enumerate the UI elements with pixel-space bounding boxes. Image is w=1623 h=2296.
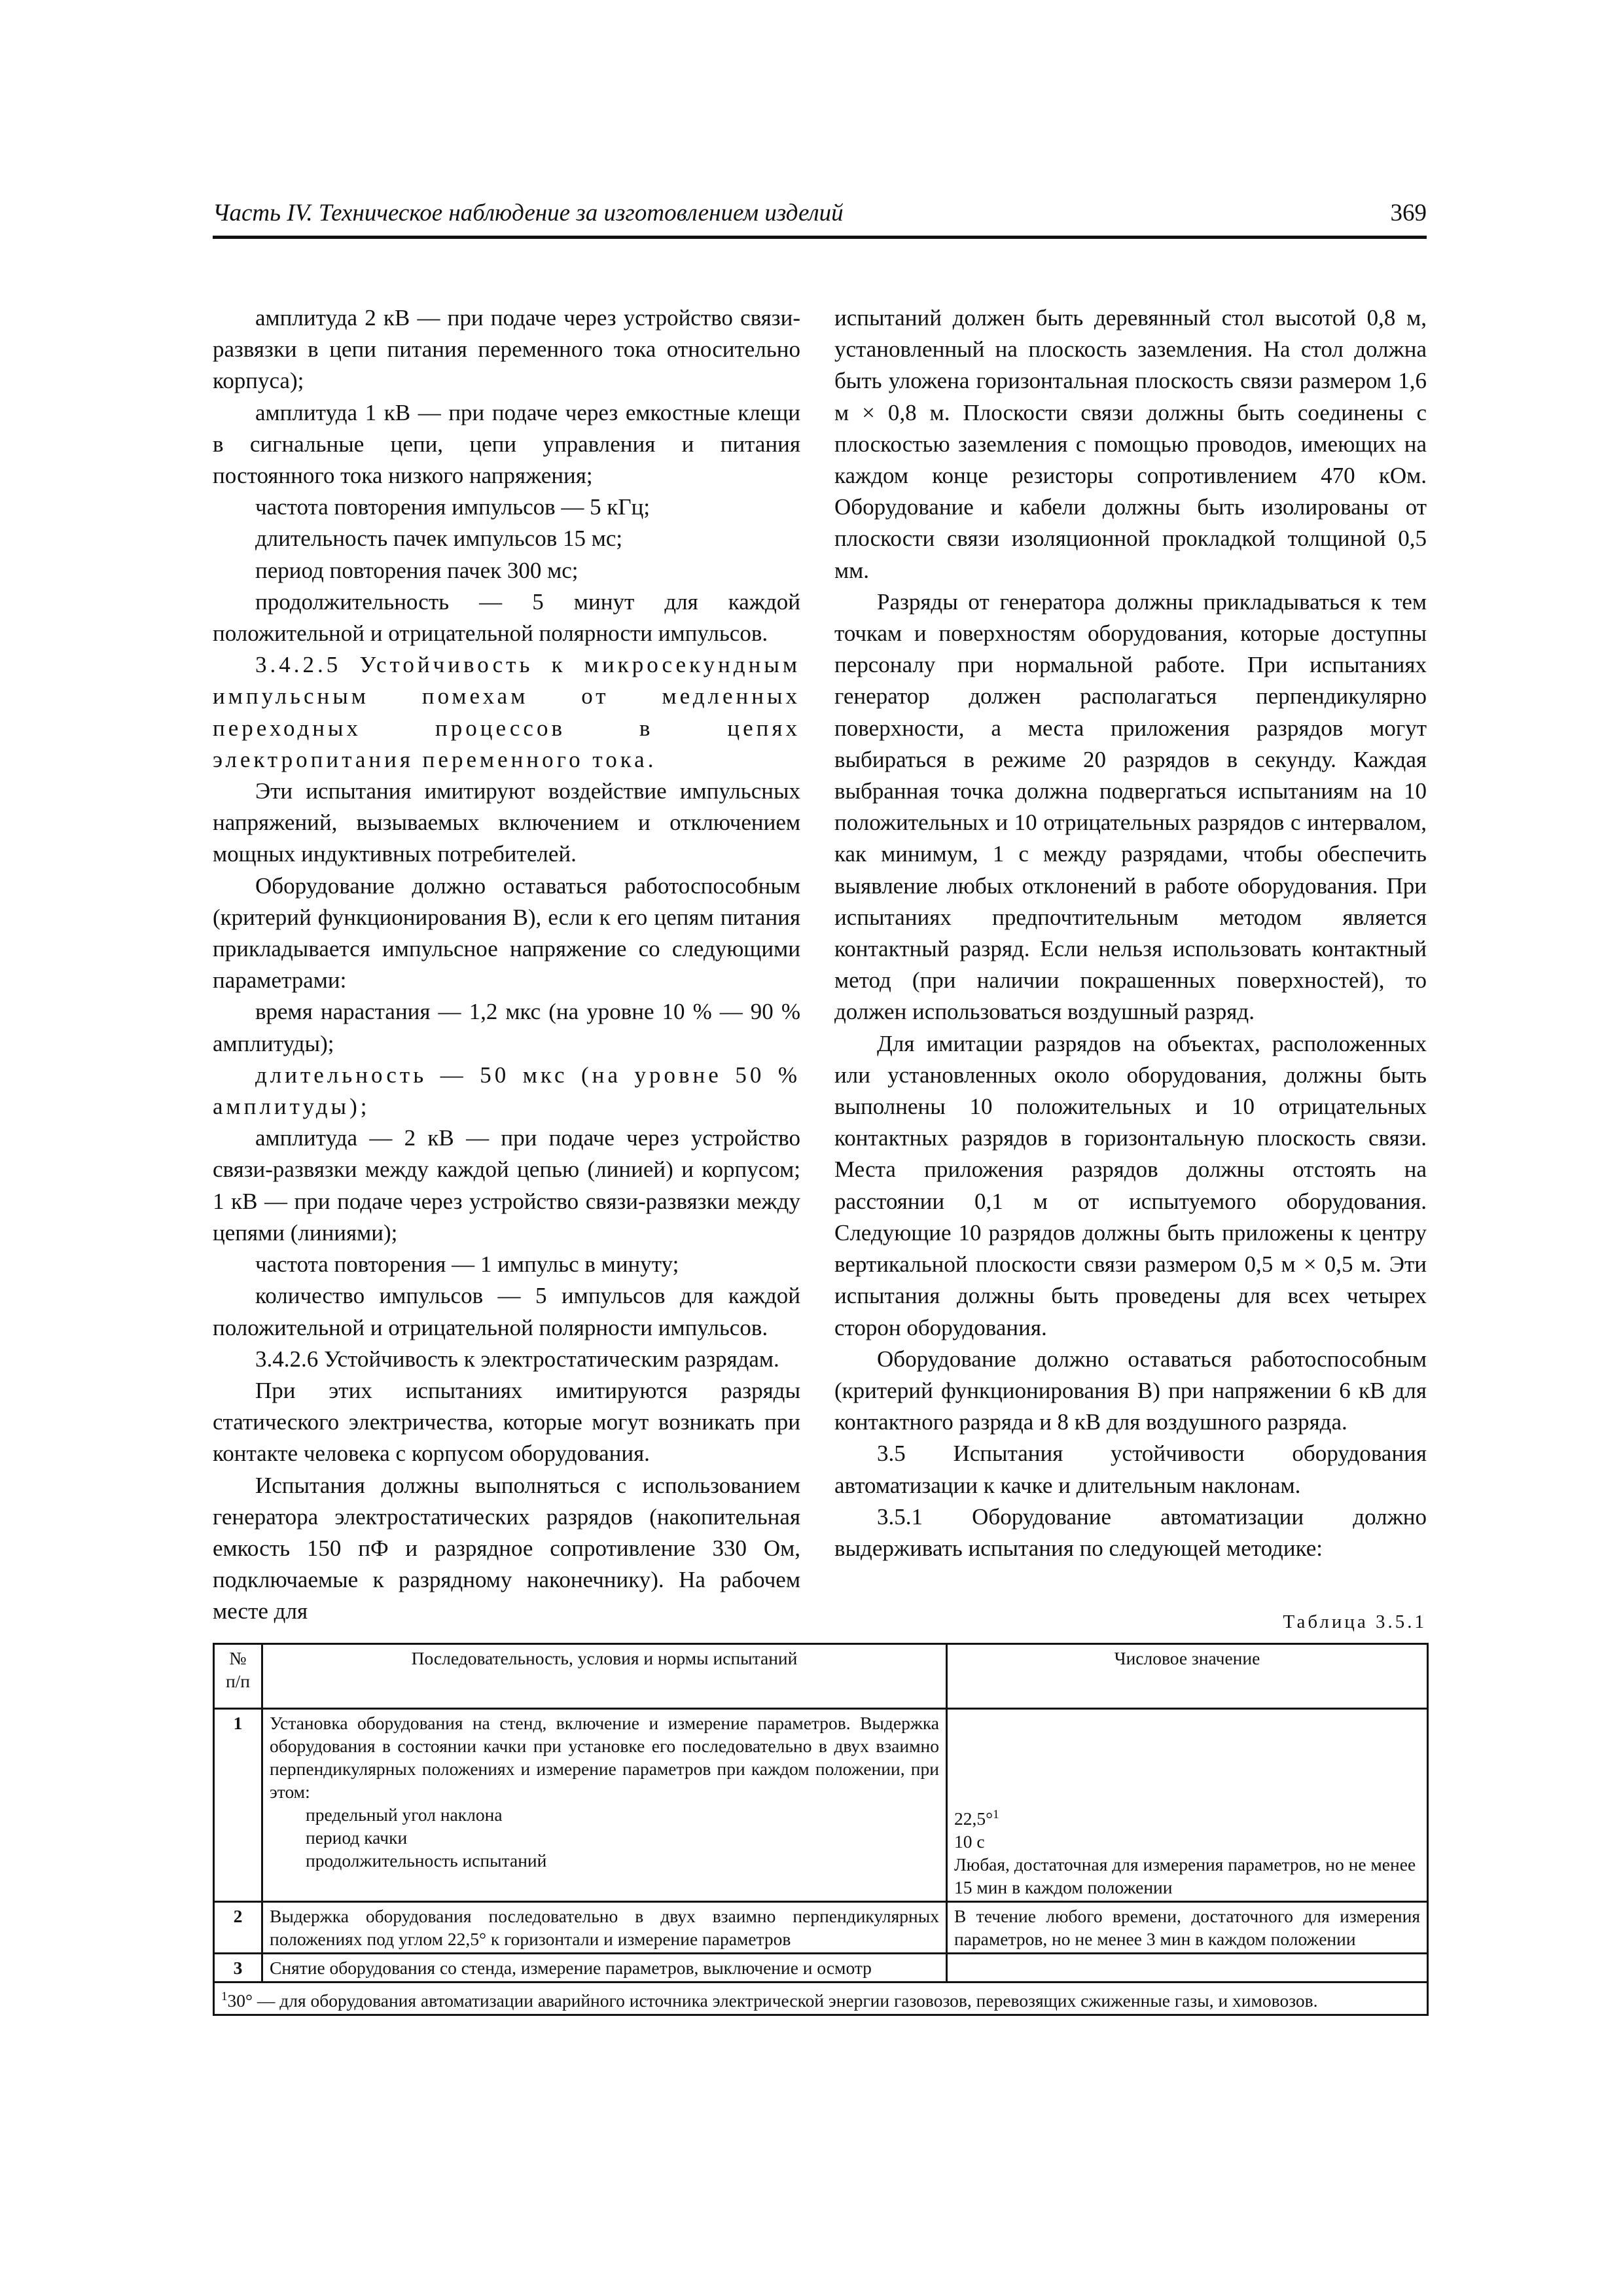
- right-column: [834, 302, 1427, 1564]
- paragraph: Оборудование должно оставаться работоспособным (критерий функционирования В) при напряжении 6 кВ для контактного разряда и 8 кВ для воздушного разряда.: [834, 1346, 1427, 1435]
- paragraph: Эти испытания имитируют воздействие импульсных напряжений, вызываемых включением и отключением мощных индуктивных потребителей.: [213, 778, 800, 867]
- paragraph: Для имитации разрядов на объектах, расположенных или установленных около оборудования, должны быть выполнены 10 положительных и 10 отрицательных контактных разрядов в горизонтальную плоскость связи. Места приложения разрядов должны отстоять на расстоянии 0,1 м от испытуемого оборудования. Следующие 10 разрядов должны быть приложены к центру вертикальной плоскости связи размером 0,5 м × 0,5 м. Эти испытания должны быть проведены для всех четырех сторон оборудования.: [834, 1030, 1427, 1340]
- sub-item: предельный угол наклона: [306, 1804, 503, 1825]
- section-heading-3-4-2-6: 3.4.2.6 Устойчивость к электростатическим разрядам.: [255, 1346, 779, 1372]
- value-angle: 22,5°$^1$: [954, 1808, 999, 1829]
- row-number: 2: [214, 1902, 262, 1954]
- footnote-text: 30° — для оборудования автоматизации аварийного источника электрической энергии газовозов, перевозящих сжиженные газы, и химовозов.: [227, 1990, 1318, 2011]
- column-header-description: Последовательность, условия и нормы испытаний: [262, 1644, 947, 1709]
- paragraph: продолжительность — 5 минут для каждой положительной и отрицательной полярности импульсов.: [213, 588, 800, 647]
- paragraph: время нарастания — 1,2 мкс (на уровне 10 % — 90 % амплитуды);: [213, 999, 800, 1056]
- row-description: Выдержка оборудования последовательно в двух взаимно перпендикулярных положениях под углом 22,5° к горизонтали и измерение параметров: [262, 1902, 947, 1954]
- header-title: Часть IV. Техническое наблюдение за изготовлением изделий: [213, 200, 844, 226]
- paragraph: амплитуда 2 кВ — при подаче через устройство связи-развязки в цепи питания переменного тока относительно корпуса);: [213, 305, 800, 394]
- paragraph: амплитуда 1 кВ — при подаче через емкостные клещи в сигнальные цепи, цепи управления и питания постоянного тока низкого напряжения;: [213, 399, 800, 489]
- paragraph: При этих испытаниях имитируются разряды статического электричества, которые могут возникать при контакте человека с корпусом оборудования.: [213, 1377, 800, 1467]
- paragraph: длительность пачек импульсов 15 мс;: [255, 526, 623, 552]
- footnote-marker: 1: [221, 1990, 228, 2004]
- table-row: [214, 1902, 1428, 1954]
- value-period: 10 с: [954, 1831, 985, 1852]
- paragraph: испытаний должен быть деревянный стол высотой 0,8 м, установленный на плоскость заземления. На стол должна быть уложена горизонтальная плоскость связи размером 1,6 м × 0,8 м. Плоскости связи должны быть соединены с плоскостью заземления с помощью проводов, имеющих на каждом конце резисторы сопротивлением 470 кОм. Оборудование и кабели должны быть изолированы от плоскости связи изоляционной прокладкой толщиной 0,5 мм.: [834, 305, 1427, 583]
- page-number: 369: [1390, 200, 1427, 226]
- paragraph: длительность — 50 мкс (на уровне 50 % амплитуды);: [213, 1062, 800, 1120]
- paragraph: Разряды от генератора должны прикладываться к тем точкам и поверхностям оборудования, которые доступны персоналу при нормальной работе. При испытаниях генератор должен располагаться перпендикулярно поверхности, а места приложения разрядов могут выбираться в режиме 20 разрядов в секунду. Каждая выбранная точка должна подвергаться испытаниям на 10 положительных и 10 отрицательных разрядов с интервалом, как минимум, 1 с между разрядами, чтобы обеспечить выявление любых отклонений в работе оборудования. При испытаниях предпочтительным методом является контактный разряд. Если нельзя использовать контактный метод (при наличии покрашенных поверхностей), то должен использоваться воздушный разряд.: [834, 588, 1427, 1025]
- row-values: [947, 1709, 1428, 1902]
- paragraph: частота повторения — 1 импульс в минуту;: [255, 1251, 679, 1278]
- paragraph: Испытания должны выполняться с использованием генератора электростатических разрядов (накопительная емкость 150 пФ и разрядное сопротивление 330 Ом, подключаемые к разрядному наконечнику). На рабочем месте для: [213, 1472, 800, 1624]
- row-number: 1: [214, 1709, 262, 1902]
- table-row: [214, 1954, 1428, 1982]
- paragraph: частота повторения импульсов — 5 кГц;: [255, 494, 651, 520]
- column-header-number: № п/п: [214, 1644, 262, 1709]
- table-footnote: [214, 1982, 1428, 2015]
- section-heading-3-4-2-5: 3.4.2.5 Устойчивость к микросекундным импульсным помехам от медленных переходных процессов в цепях электропитания переменного тока.: [213, 652, 800, 772]
- table-caption: Таблица 3.5.1: [1283, 1611, 1427, 1632]
- running-header: [213, 196, 1427, 239]
- row-description: [262, 1709, 947, 1902]
- value-duration: Любая, достаточная для измерения параметров, но не менее 15 мин в каждом положении: [954, 1854, 1416, 1898]
- section-heading-3-5: 3.5 Испытания устойчивости оборудования автоматизации к качке и длительным наклонам.: [834, 1441, 1427, 1498]
- paragraph: количество импульсов — 5 импульсов для каждой положительной и отрицательной полярности импульсов.: [213, 1283, 800, 1340]
- footnote-marker: 1: [993, 1808, 999, 1821]
- row-number: 3: [214, 1954, 262, 1982]
- table-footnote-row: [214, 1982, 1428, 2015]
- row-value: В течение любого времени, достаточного для измерения параметров, но не менее 3 мин в каждом положении: [947, 1902, 1428, 1954]
- column-header-value: Числовое значение: [947, 1644, 1428, 1709]
- paragraph: Оборудование должно оставаться работоспособным (критерий функционирования В), если к его цепям питания прикладывается импульсное напряжение со следующими параметрами:: [213, 872, 800, 994]
- paragraph: амплитуда — 2 кВ — при подаче через устройство связи-развязки между каждой цепью (линией) и корпусом; 1 кВ — при подаче через устройство связи-развязки между цепями (линиями);: [213, 1125, 800, 1246]
- spacer: [954, 1712, 1420, 1803]
- test-table: [213, 1643, 1429, 2016]
- table-row: [214, 1709, 1428, 1902]
- row-description: Снятие оборудования со стенда, измерение параметров, выключение и осмотр: [262, 1954, 947, 1982]
- row-description-text: Установка оборудования на стенд, включение и измерение параметров. Выдержка оборудования в состоянии качки при установке его последовательно в двух взаимно перпендикулярных положениях и измерение параметров при каждом положении, при этом:: [270, 1713, 939, 1802]
- sub-item: продолжительность испытаний: [306, 1850, 547, 1871]
- table-header-row: [214, 1644, 1428, 1709]
- paragraph: период повторения пачек 300 мс;: [255, 557, 579, 583]
- left-column: [213, 302, 800, 1628]
- row-value: [947, 1954, 1428, 1982]
- sub-item: период качки: [306, 1827, 408, 1848]
- section-heading-3-5-1: 3.5.1 Оборудование автоматизации должно выдерживать испытания по следующей методике:: [834, 1503, 1427, 1561]
